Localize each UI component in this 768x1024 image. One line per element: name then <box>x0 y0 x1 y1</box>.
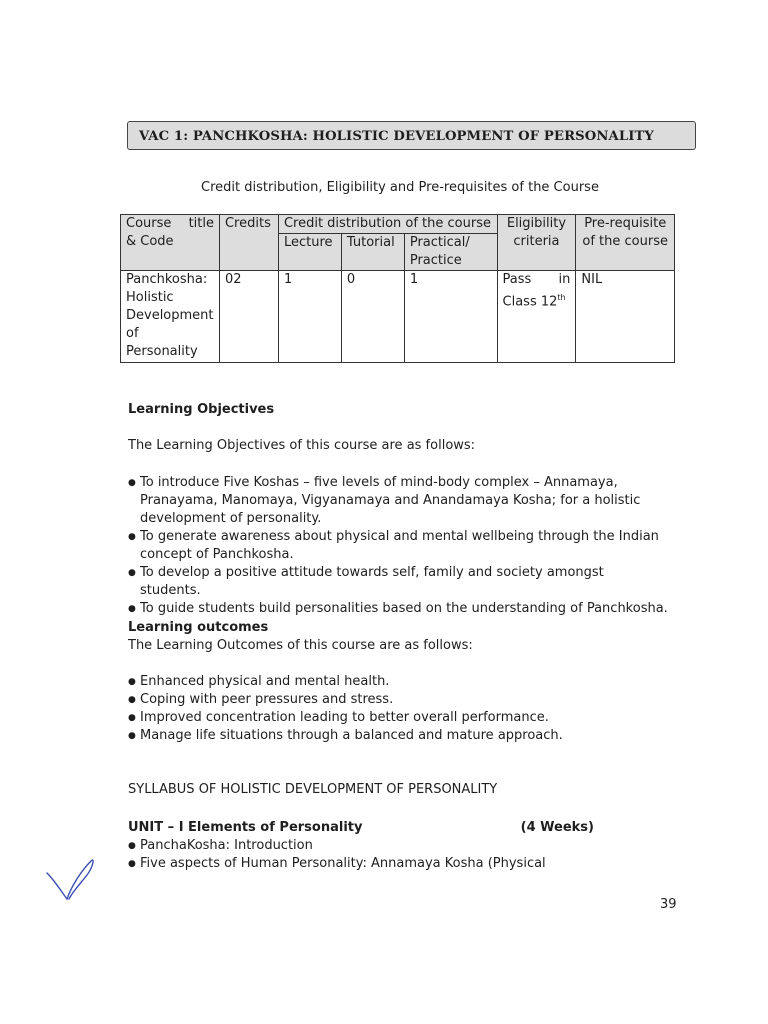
table-row <box>121 271 675 363</box>
learning-outcomes-intro: The Learning Outcomes of this course are as follows: <box>128 638 473 653</box>
learning-objectives-intro: The Learning Objectives of this course are as follows: <box>128 438 476 453</box>
table-caption: Credit distribution, Eligibility and Pre-requisites of the Course <box>201 180 599 195</box>
learning-outcomes-heading: Learning outcomes <box>128 620 269 635</box>
unit-title: UNIT – I Elements of Personality <box>128 820 363 835</box>
header-credits: Credits <box>219 215 278 271</box>
cell-course-name: Panchkosha: Holistic Development of Personality <box>121 271 220 363</box>
cell-lecture: 1 <box>278 271 341 363</box>
unit-weeks: (4 Weeks) <box>520 820 594 835</box>
syllabus-heading: SYLLABUS OF HOLISTIC DEVELOPMENT OF PERSONALITY <box>128 782 498 797</box>
unit-heading <box>128 819 594 837</box>
header-practical: Practical/ Practice <box>404 234 497 271</box>
cell-tutorial: 0 <box>341 271 404 363</box>
cell-credits: 02 <box>219 271 278 363</box>
list-item: ● Five aspects of Human Personality: Annamaya Kosha (Physical <box>128 855 668 873</box>
unit-topics-list <box>128 837 668 873</box>
header-eligibility: Eligibility criteria <box>497 215 576 271</box>
header-course-title: Course title & Code <box>121 215 220 271</box>
course-title-box: VAC 1: PANCHKOSHA: HOLISTIC DEVELOPMENT OF PERSONALITY <box>127 121 696 150</box>
list-item: ● PanchaKosha: Introduction <box>128 837 668 855</box>
page-number: 39 <box>660 897 677 912</box>
learning-outcomes-list <box>128 673 668 745</box>
cell-practical: 1 <box>404 271 497 363</box>
header-prerequisite: Pre-requisite of the course <box>576 215 675 271</box>
list-item: ● Enhanced physical and mental health. <box>128 673 668 691</box>
learning-objectives-list <box>128 474 668 618</box>
credit-table <box>120 214 675 363</box>
table-header-row <box>121 215 675 234</box>
cell-eligibility: Pass in Class 12th <box>497 271 576 363</box>
list-item: ● Manage life situations through a balanced and mature approach. <box>128 727 668 745</box>
handwritten-tick-mark <box>45 855 105 905</box>
list-item: ● Coping with peer pressures and stress. <box>128 691 668 709</box>
header-tutorial: Tutorial <box>341 234 404 271</box>
header-lecture: Lecture <box>278 234 341 271</box>
learning-objectives-heading: Learning Objectives <box>128 402 275 417</box>
list-item: ● To generate awareness about physical and mental wellbeing through the Indian concept of Panchkosha. <box>128 528 668 564</box>
list-item: ● To introduce Five Koshas – five levels of mind-body complex – Annamaya, Pranayama, Manomaya, Vigyanamaya and Anandamaya Kosha; for a holistic development of personality. <box>128 474 668 528</box>
list-item: ● To guide students build personalities based on the understanding of Panchkosha. <box>128 600 668 618</box>
list-item: ● To develop a positive attitude towards self, family and society amongst students. <box>128 564 668 600</box>
list-item: ● Improved concentration leading to better overall performance. <box>128 709 668 727</box>
header-credit-distribution: Credit distribution of the course <box>278 215 497 234</box>
cell-prerequisite: NIL <box>576 271 675 363</box>
